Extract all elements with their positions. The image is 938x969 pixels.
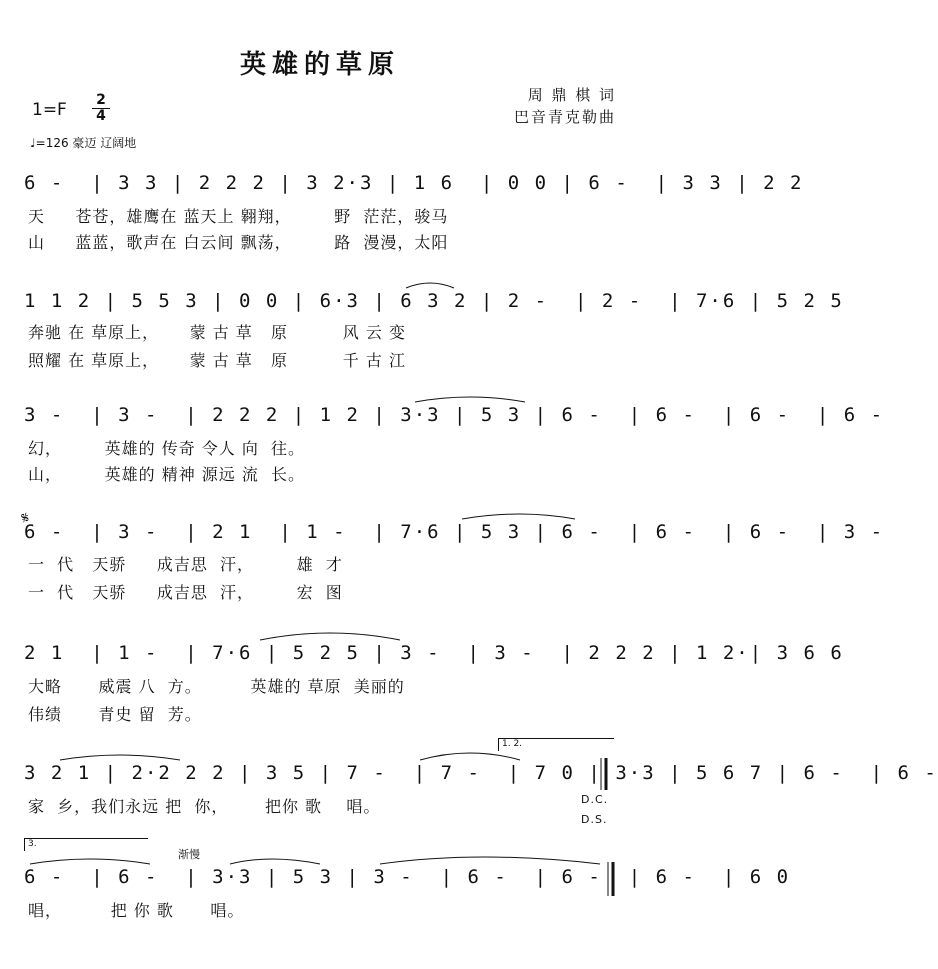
ritardando-mark: 渐慢: [178, 848, 200, 861]
notation-row-1: 6 - | 3 3 | 2 2 2 | 3 2·3 | 1 6 | 0 0 | 6 - | 3 3 | 2 2: [24, 172, 804, 194]
slur: [462, 514, 575, 519]
slur: [420, 753, 520, 760]
lyrics-row-7-verse-1: 唱， 把 你 歌 唱。: [28, 901, 245, 920]
tempo-marking: ♩=126 豪迈 辽阔地: [30, 136, 137, 150]
notation-row-2: 1 1 2 | 5 5 3 | 0 0 | 6·3 | 6 3 2 | 2 - | 2 - | 7·6 | 5 2 5: [24, 290, 844, 312]
lyrics-row-2-verse-2: 照耀 在 草原上， 蒙 古 草 原 千 古 江: [28, 351, 406, 370]
composer-credit: 巴音青克勒曲: [513, 108, 616, 126]
lyrics-row-3-verse-1: 幻， 英雄的 传奇 令人 向 往。: [28, 439, 306, 458]
slur: [380, 857, 600, 864]
slur: [415, 397, 525, 402]
notation-row-7: 6 - | 6 - | 3·3 | 5 3 | 3 - | 6 - | 6 - | 6 - | 6 0: [24, 866, 791, 888]
notation-row-6: 3 2 1 | 2·2 2 2 | 3 5 | 7 - | 7 - | 7 0 | 3·3 | 5 6 7 | 6 - | 6 -: [24, 762, 938, 784]
notation-row-3: 3 - | 3 - | 2 2 2 | 1 2 | 3·3 | 5 3 | 6 - | 6 - | 6 - | 6 -: [24, 404, 885, 426]
slur: [260, 633, 400, 640]
key-signature: 1=F: [32, 100, 67, 120]
lyrics-row-2-verse-1: 奔驰 在 草原上， 蒙 古 草 原 风 云 变: [28, 323, 406, 342]
song-title: 英雄的草原: [239, 50, 400, 80]
lyrics-row-6-verse-1: 家 乡，我们永远 把 你， 把你 歌 唱。: [28, 797, 381, 816]
slur: [230, 859, 320, 864]
lyrics-row-4-verse-1: 一 代 天骄 成吉思 汗， 雄 才: [28, 555, 343, 574]
lyrics-row-4-verse-2: 一 代 天骄 成吉思 汗， 宏 图: [28, 583, 343, 602]
lyrics-row-1-verse-1: 天 苍苍，雄鹰在 蓝天上 翱翔， 野 茫茫，骏马: [28, 207, 449, 226]
lyrics-row-5-verse-2: 伟绩 青史 留 芳。: [28, 705, 202, 724]
notation-row-4: 6 - | 3 - | 2 1 | 1 - | 7·6 | 5 3 | 6 - | 6 - | 6 - | 3 -: [24, 521, 885, 543]
volta-bracket-3: 3.: [24, 838, 148, 851]
slur: [406, 283, 454, 288]
lyrics-row-1-verse-2: 山 蓝蓝，歌声在 白云间 飘荡， 路 漫漫，太阳: [28, 233, 449, 252]
notation-row-5: 2 1 | 1 - | 7·6 | 5 2 5 | 3 - | 3 - | 2 2 2 | 1 2·| 3 6 6: [24, 642, 844, 664]
lyrics-row-3-verse-2: 山， 英雄的 精神 源远 流 长。: [28, 465, 306, 484]
dal-segno-mark: D.S.: [581, 813, 608, 826]
time-signature-bottom: 4: [96, 108, 106, 124]
lyrics-row-5-verse-1: 大略 威震 八 方。 英雄的 草原 美丽的: [28, 677, 405, 696]
lyricist-credit: 周 鼎 棋 词: [527, 86, 616, 104]
volta-bracket-1-2: 1. 2.: [498, 738, 614, 751]
da-capo-mark: D.C.: [581, 793, 609, 806]
segno-sign: 𝄋: [18, 507, 32, 528]
slur: [60, 755, 180, 760]
slur: [30, 859, 150, 864]
time-signature-top: 2: [96, 92, 106, 108]
